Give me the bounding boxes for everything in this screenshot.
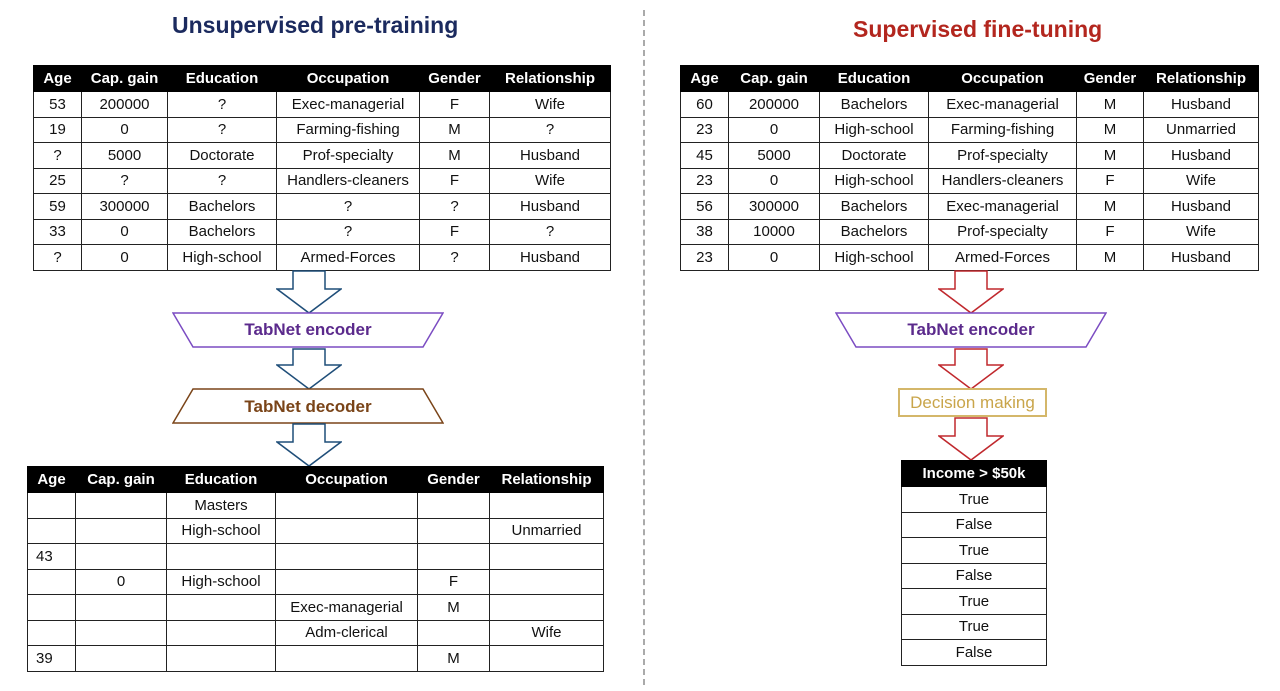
table-cell: 23 bbox=[681, 168, 729, 194]
table-row bbox=[28, 569, 604, 595]
table-row bbox=[902, 538, 1047, 564]
table-cell bbox=[76, 646, 167, 672]
column-header: Relationship bbox=[490, 467, 604, 493]
column-header: Occupation bbox=[929, 66, 1077, 92]
table-cell: Wife bbox=[490, 620, 604, 646]
table-cell bbox=[418, 620, 490, 646]
table-cell: 5000 bbox=[82, 143, 168, 169]
table-row bbox=[34, 194, 611, 220]
table-cell: 10000 bbox=[729, 219, 820, 245]
table-cell: Husband bbox=[490, 194, 611, 220]
table-cell: Bachelors bbox=[168, 219, 277, 245]
table-cell bbox=[276, 518, 418, 544]
table-cell bbox=[490, 544, 604, 570]
table-cell: High-school bbox=[820, 117, 929, 143]
table-cell bbox=[490, 646, 604, 672]
table-cell: Prof-specialty bbox=[929, 219, 1077, 245]
table-cell: True bbox=[902, 487, 1047, 513]
table-cell: Doctorate bbox=[168, 143, 277, 169]
table-cell: M bbox=[1077, 92, 1144, 118]
column-header: Cap. gain bbox=[729, 66, 820, 92]
table-cell: F bbox=[420, 219, 490, 245]
header-row bbox=[902, 461, 1047, 487]
table-cell: Husband bbox=[1144, 245, 1259, 271]
table-cell: Wife bbox=[1144, 168, 1259, 194]
table-cell: Armed-Forces bbox=[929, 245, 1077, 271]
table-cell: F bbox=[1077, 219, 1144, 245]
table-row bbox=[28, 544, 604, 570]
table-cell: Bachelors bbox=[820, 194, 929, 220]
table-cell: 60 bbox=[681, 92, 729, 118]
table-cell: Bachelors bbox=[168, 194, 277, 220]
table-row bbox=[681, 117, 1259, 143]
table-cell: ? bbox=[490, 219, 611, 245]
table-cell: Handlers-cleaners bbox=[929, 168, 1077, 194]
table-row bbox=[34, 245, 611, 271]
table-row bbox=[28, 620, 604, 646]
table-cell: M bbox=[1077, 194, 1144, 220]
table-cell: M bbox=[418, 595, 490, 621]
table-cell: 200000 bbox=[729, 92, 820, 118]
table-row bbox=[902, 512, 1047, 538]
table-cell: ? bbox=[82, 168, 168, 194]
column-header: Gender bbox=[418, 467, 490, 493]
table-cell: Wife bbox=[490, 92, 611, 118]
table-row bbox=[681, 245, 1259, 271]
table-cell bbox=[28, 595, 76, 621]
down-arrow-icon bbox=[276, 270, 342, 314]
table-cell: Husband bbox=[1144, 194, 1259, 220]
header-row bbox=[28, 467, 604, 493]
table-cell bbox=[276, 544, 418, 570]
table-cell: 38 bbox=[681, 219, 729, 245]
table-cell: Prof-specialty bbox=[929, 143, 1077, 169]
table-row bbox=[902, 589, 1047, 615]
table-cell: 56 bbox=[681, 194, 729, 220]
table-cell bbox=[167, 595, 276, 621]
table-cell: ? bbox=[168, 92, 277, 118]
table-cell: M bbox=[418, 646, 490, 672]
table-cell: Husband bbox=[490, 143, 611, 169]
panel-divider bbox=[643, 10, 645, 685]
down-arrow-icon bbox=[276, 348, 342, 390]
table-cell: Unmarried bbox=[490, 518, 604, 544]
table-row bbox=[681, 194, 1259, 220]
table-cell: 5000 bbox=[729, 143, 820, 169]
table-cell: ? bbox=[420, 194, 490, 220]
header-row bbox=[681, 66, 1259, 92]
table-cell: 45 bbox=[681, 143, 729, 169]
table-cell: False bbox=[902, 512, 1047, 538]
column-header: Gender bbox=[420, 66, 490, 92]
column-header: Education bbox=[820, 66, 929, 92]
table-cell: ? bbox=[277, 194, 420, 220]
table-cell: 300000 bbox=[82, 194, 168, 220]
column-header: Gender bbox=[1077, 66, 1144, 92]
decoder-label: TabNet decoder bbox=[244, 397, 372, 416]
table-cell bbox=[76, 544, 167, 570]
table-row bbox=[902, 487, 1047, 513]
table-cell: 23 bbox=[681, 245, 729, 271]
table-cell: ? bbox=[34, 143, 82, 169]
table-cell: 0 bbox=[82, 219, 168, 245]
table-cell bbox=[76, 518, 167, 544]
table-row bbox=[902, 563, 1047, 589]
table-cell: 43 bbox=[28, 544, 76, 570]
column-header: Occupation bbox=[276, 467, 418, 493]
table-cell bbox=[418, 518, 490, 544]
table-cell bbox=[418, 544, 490, 570]
column-header: Occupation bbox=[277, 66, 420, 92]
table-cell: ? bbox=[420, 245, 490, 271]
table-cell bbox=[167, 544, 276, 570]
table-cell: True bbox=[902, 589, 1047, 615]
table-cell bbox=[76, 493, 167, 519]
table-row bbox=[681, 168, 1259, 194]
column-header: Education bbox=[167, 467, 276, 493]
table-cell: Unmarried bbox=[1144, 117, 1259, 143]
table-cell: Handlers-cleaners bbox=[277, 168, 420, 194]
table-cell: Adm-clerical bbox=[276, 620, 418, 646]
table-cell: 19 bbox=[34, 117, 82, 143]
table-cell: Farming-fishing bbox=[929, 117, 1077, 143]
down-arrow-icon bbox=[938, 348, 1004, 390]
table-cell: 300000 bbox=[729, 194, 820, 220]
table-cell bbox=[28, 620, 76, 646]
table-cell: Farming-fishing bbox=[277, 117, 420, 143]
table-cell: 0 bbox=[729, 117, 820, 143]
table-row bbox=[681, 219, 1259, 245]
table-cell bbox=[276, 569, 418, 595]
tabnet-encoder-left bbox=[172, 312, 444, 348]
pretraining-output-table bbox=[27, 466, 604, 672]
table-cell: 53 bbox=[34, 92, 82, 118]
table-cell: 0 bbox=[76, 569, 167, 595]
table-cell: Husband bbox=[490, 245, 611, 271]
table-cell: Exec-managerial bbox=[929, 194, 1077, 220]
table-cell: ? bbox=[277, 219, 420, 245]
finetuning-title: Supervised fine-tuning bbox=[853, 16, 1103, 42]
table-cell: Exec-managerial bbox=[276, 595, 418, 621]
table-cell: ? bbox=[168, 168, 277, 194]
table-cell bbox=[490, 493, 604, 519]
table-cell: False bbox=[902, 563, 1047, 589]
table-cell: F bbox=[418, 569, 490, 595]
tabnet-decoder bbox=[172, 388, 444, 424]
table-cell: M bbox=[1077, 143, 1144, 169]
table-cell: 200000 bbox=[82, 92, 168, 118]
table-cell: F bbox=[1077, 168, 1144, 194]
down-arrow-icon bbox=[938, 417, 1004, 461]
table-cell: ? bbox=[34, 245, 82, 271]
pretraining-title: Unsupervised pre-training bbox=[172, 12, 459, 38]
column-header: Relationship bbox=[1144, 66, 1259, 92]
table-row bbox=[902, 614, 1047, 640]
table-cell: Prof-specialty bbox=[277, 143, 420, 169]
column-header: Age bbox=[681, 66, 729, 92]
table-cell: Bachelors bbox=[820, 92, 929, 118]
table-row bbox=[28, 646, 604, 672]
table-cell bbox=[28, 569, 76, 595]
decision-making-box: Decision making bbox=[898, 388, 1047, 417]
pretraining-input-table bbox=[33, 65, 611, 271]
column-header: Age bbox=[28, 467, 76, 493]
table-cell bbox=[76, 595, 167, 621]
table-row bbox=[34, 168, 611, 194]
table-cell: Bachelors bbox=[820, 219, 929, 245]
table-cell: High-school bbox=[168, 245, 277, 271]
table-cell: 33 bbox=[34, 219, 82, 245]
table-cell: High-school bbox=[820, 168, 929, 194]
table-cell: High-school bbox=[167, 518, 276, 544]
column-header: Cap. gain bbox=[82, 66, 168, 92]
down-arrow-icon bbox=[276, 423, 342, 467]
table-cell: 59 bbox=[34, 194, 82, 220]
table-row bbox=[902, 640, 1047, 666]
tabnet-encoder-right bbox=[835, 312, 1107, 348]
table-cell: F bbox=[420, 92, 490, 118]
table-cell: Armed-Forces bbox=[277, 245, 420, 271]
column-header: Education bbox=[168, 66, 277, 92]
table-cell bbox=[276, 646, 418, 672]
table-row bbox=[28, 493, 604, 519]
table-cell: 0 bbox=[82, 245, 168, 271]
table-cell bbox=[167, 620, 276, 646]
column-header: Income > $50k bbox=[902, 461, 1047, 487]
table-cell: 23 bbox=[681, 117, 729, 143]
income-output-table bbox=[901, 460, 1047, 666]
table-cell: ? bbox=[490, 117, 611, 143]
table-row bbox=[681, 92, 1259, 118]
table-cell: Masters bbox=[167, 493, 276, 519]
table-cell bbox=[28, 518, 76, 544]
table-cell: M bbox=[420, 117, 490, 143]
table-cell: Husband bbox=[1144, 92, 1259, 118]
table-cell: M bbox=[1077, 245, 1144, 271]
table-cell: F bbox=[420, 168, 490, 194]
encoder-label: TabNet encoder bbox=[244, 320, 372, 339]
table-row bbox=[28, 518, 604, 544]
table-row bbox=[34, 117, 611, 143]
finetuning-input-table bbox=[680, 65, 1259, 271]
table-cell: 39 bbox=[28, 646, 76, 672]
table-cell: Exec-managerial bbox=[277, 92, 420, 118]
down-arrow-icon bbox=[938, 270, 1004, 314]
table-cell: M bbox=[420, 143, 490, 169]
table-cell: Wife bbox=[490, 168, 611, 194]
table-cell bbox=[276, 493, 418, 519]
table-cell: 25 bbox=[34, 168, 82, 194]
column-header: Cap. gain bbox=[76, 467, 167, 493]
table-cell bbox=[418, 493, 490, 519]
table-cell bbox=[167, 646, 276, 672]
table-row bbox=[28, 595, 604, 621]
table-cell: True bbox=[902, 538, 1047, 564]
table-cell: Wife bbox=[1144, 219, 1259, 245]
table-row bbox=[681, 143, 1259, 169]
table-cell: Husband bbox=[1144, 143, 1259, 169]
table-cell bbox=[76, 620, 167, 646]
table-cell: ? bbox=[168, 117, 277, 143]
table-cell: True bbox=[902, 614, 1047, 640]
table-cell bbox=[490, 595, 604, 621]
table-cell: Doctorate bbox=[820, 143, 929, 169]
table-cell: 0 bbox=[729, 245, 820, 271]
table-cell bbox=[490, 569, 604, 595]
table-cell bbox=[28, 493, 76, 519]
table-cell: High-school bbox=[820, 245, 929, 271]
table-cell: Exec-managerial bbox=[929, 92, 1077, 118]
column-header: Relationship bbox=[490, 66, 611, 92]
table-cell: False bbox=[902, 640, 1047, 666]
table-row bbox=[34, 92, 611, 118]
table-cell: High-school bbox=[167, 569, 276, 595]
table-cell: 0 bbox=[82, 117, 168, 143]
column-header: Age bbox=[34, 66, 82, 92]
table-cell: M bbox=[1077, 117, 1144, 143]
header-row bbox=[34, 66, 611, 92]
encoder-label: TabNet encoder bbox=[907, 320, 1035, 339]
table-row bbox=[34, 143, 611, 169]
table-cell: 0 bbox=[729, 168, 820, 194]
table-row bbox=[34, 219, 611, 245]
